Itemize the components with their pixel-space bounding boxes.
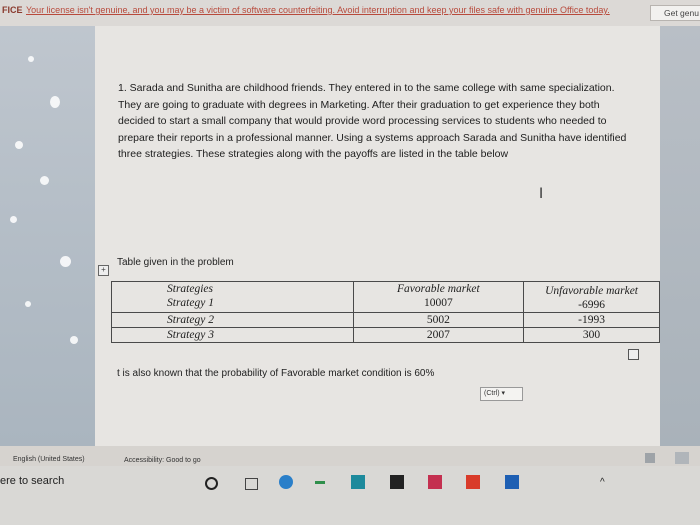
question-paragraph: 1. Sarada and Sunitha are childhood friends. They entered in to the same college with same specialization. They are going to graduate with degrees in Marketing. After their graduation to get experience they both decided to start a small company that would provide word processing services to students who needed to prepare their reports in a professional manner. Using a systems approach Sarada and Sunitha have identified three strategies. These strategies along with the payoffs are listed in the table below [118,82,627,160]
status-bar [0,446,700,466]
table-cell[interactable] [353,328,524,343]
mail-icon[interactable] [428,475,442,489]
table-cell[interactable] [112,282,354,313]
task-view-icon[interactable] [245,478,258,490]
edge-icon[interactable] [279,475,293,489]
word-icon[interactable] [505,475,519,489]
windows-taskbar [0,466,700,525]
strategy-2-unfavorable: -1993 [578,314,605,326]
print-layout-icon[interactable] [675,452,689,464]
table-cell[interactable] [524,282,660,313]
taskbar-search-box[interactable]: ere to search [0,475,65,487]
header-unfavorable: Unfavorable market [545,285,639,297]
strategy-3-label: Strategy 3 [167,329,214,341]
payoff-table[interactable] [111,281,660,343]
strategy-1-unfavorable: -6996 [578,299,605,311]
background-left-area [0,26,95,446]
strategy-2-label: Strategy 2 [167,314,214,326]
office-icon[interactable] [466,475,480,489]
strategy-2-favorable: 5002 [426,314,450,326]
language-status[interactable]: English (United States) [13,456,85,463]
header-favorable: Favorable market [396,283,480,295]
document-page[interactable] [95,26,660,446]
table-cell[interactable] [112,328,354,343]
strategy-3-favorable: 2007 [426,329,450,341]
strategy-3-unfavorable: 300 [582,329,601,341]
license-warning-link[interactable]: Your license isn't genuine, and you may be a victim of software counterfeiting. Avoid interruption and keep your files safe with genuine Office today. [26,5,610,15]
table-cell[interactable] [524,313,660,328]
probability-text: t is also known that the probability of Favorable market condition is 60% [117,368,435,379]
store-icon[interactable] [390,475,404,489]
strategy-1-favorable: 10007 [423,297,453,309]
get-genuine-button[interactable]: Get genu [650,5,700,21]
background-right-area [660,26,700,446]
table-cell[interactable] [112,313,354,328]
table-cell[interactable] [353,282,524,313]
tray-chevron-icon[interactable]: ^ [600,477,605,488]
cortana-icon[interactable] [205,477,218,490]
table-move-handle-icon[interactable]: + [98,265,109,276]
table-cell[interactable] [524,328,660,343]
header-strategies: Strategies [167,283,213,295]
table-caption: Table given in the problem [117,257,234,268]
strategy-1-label: Strategy 1 [167,297,214,309]
accessibility-status[interactable]: Accessibility: Good to go [124,457,201,464]
l-app-icon[interactable] [351,475,365,489]
table-cell[interactable] [353,313,524,328]
license-warning-banner [0,0,700,27]
table-row [112,282,660,313]
text-cursor-icon: I [539,186,544,202]
paste-options-button[interactable]: (Ctrl) ▾ [480,387,523,401]
banner-product-tag: FICE [2,5,23,15]
table-row [112,328,660,343]
app-icon[interactable] [315,481,325,484]
focus-mode-icon[interactable] [645,453,655,463]
table-row [112,313,660,328]
table-resize-handle[interactable] [628,349,639,360]
